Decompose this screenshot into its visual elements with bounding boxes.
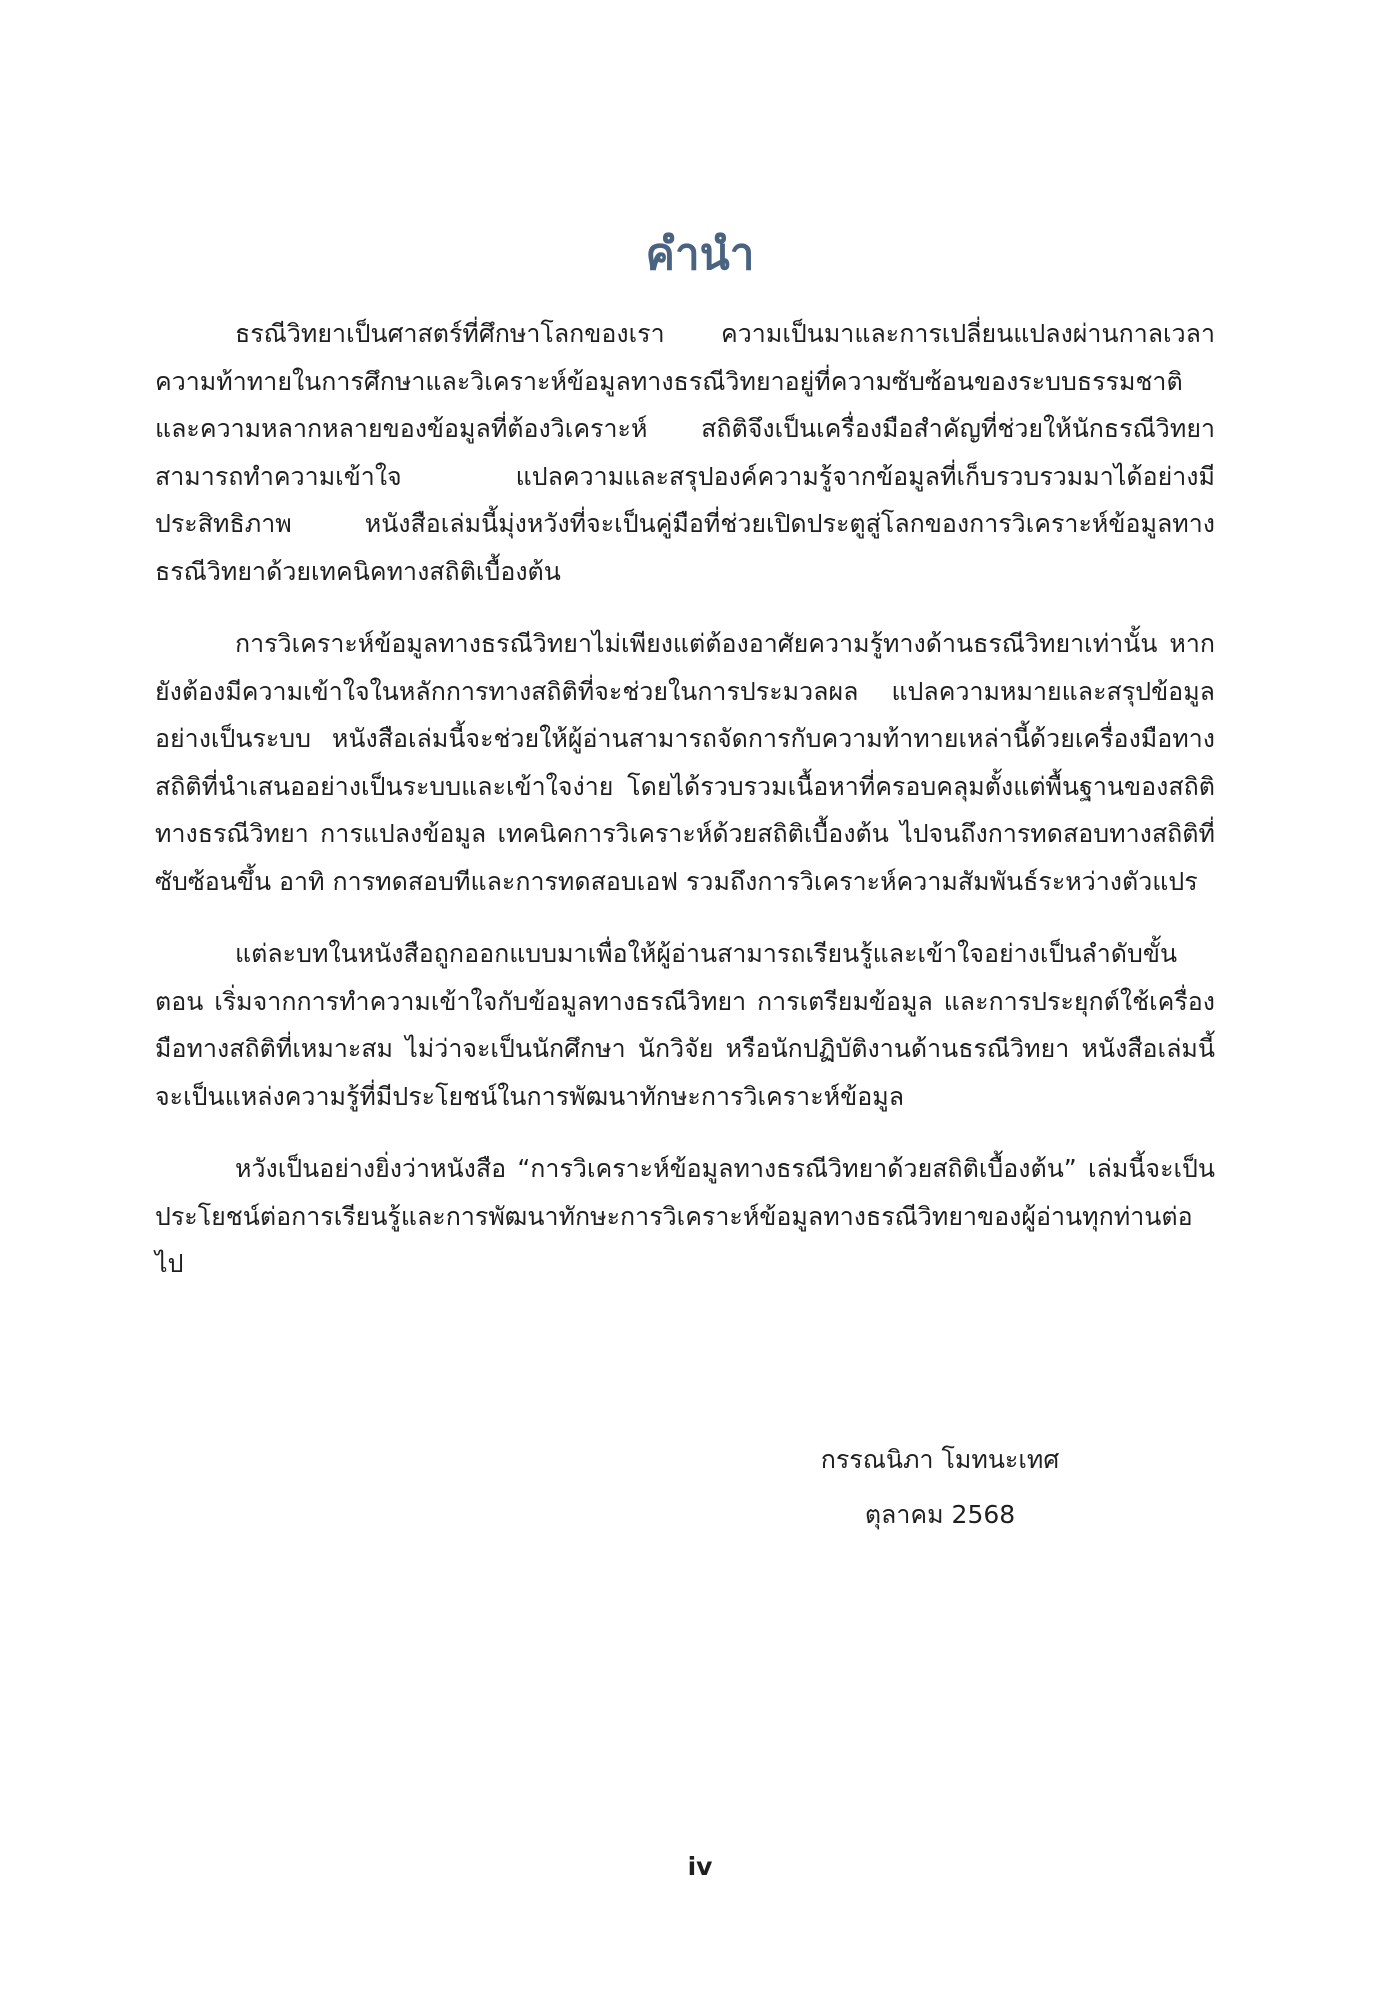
paragraph-1: ธรณีวิทยาเป็นศาสตร์ที่ศึกษาโลกของเรา ความเป็นมาและการเปลี่ยนแปลงผ่านกาลเวลา ความท้าทายในการศึกษาและวิเคราะห์ข้อมูลทางธรณีวิทยาอยู่ที่ความซับซ้อนของระบบธรรมชาติและความหลากหลายของข้อมูลที่ต้องวิเคราะห์ สถิติจึงเป็นเครื่องมือสำคัญที่ช่วยให้นักธรณีวิทยาสามารถทำความเข้าใจ แปลความและสรุปองค์ความรู้จากข้อมูลที่เก็บรวบรวมมาได้อย่างมีประสิทธิภาพ หนังสือเล่มนี้มุ่งหวังที่จะเป็นคู่มือที่ช่วยเปิดประตูสู่โลกของการวิเคราะห์ข้อมูลทางธรณีวิทยาด้วยเทคนิคทางสถิติเบื้องต้น	[155, 319, 1215, 586]
author-name: กรรณนิภา โมทนะเทศ	[820, 1445, 1060, 1474]
paragraph-2: การวิเคราะห์ข้อมูลทางธรณีวิทยาไม่เพียงแต่ต้องอาศัยความรู้ทางด้านธรณีวิทยาเท่านั้น หากยังต้องมีความเข้าใจในหลักการทางสถิติที่จะช่วยในการประมวลผล แปลความหมายและสรุปข้อมูลอย่างเป็นระบบ หนังสือเล่มนี้จะช่วยให้ผู้อ่านสามารถจัดการกับความท้าทายเหล่านี้ด้วยเครื่องมือทางสถิติที่นำเสนออย่างเป็นระบบและเข้าใจง่าย โดยได้รวบรวมเนื้อหาที่ครอบคลุมตั้งแต่พื้นฐานของสถิติทางธรณีวิทยา การแปลงข้อมูล เทคนิคการวิเคราะห์ด้วยสถิติเบื้องต้น ไปจนถึงการทดสอบทางสถิติที่ซับซ้อนขึ้น อาทิ การทดสอบทีและการทดสอบเอฟ รวมถึงการวิเคราะห์ความสัมพันธ์ระหว่างตัวแปร	[155, 629, 1215, 896]
signature-date: ตุลาคม 2568	[864, 1500, 1016, 1529]
page-number: iv	[687, 1852, 713, 1881]
page-title: คำนำ	[645, 229, 755, 281]
signature-block	[740, 1432, 1140, 1542]
preface-body	[155, 310, 1215, 1313]
paragraph-4: หวังเป็นอย่างยิ่งว่าหนังสือ “การวิเคราะห์ข้อมูลทางธรณีวิทยาด้วยสถิติเบื้องต้น” เล่มนี้จะเป็นประโยชน์ต่อการเรียนรู้และการพัฒนาทักษะการวิเคราะห์ข้อมูลทางธรณีวิทยาของผู้อ่านทุกท่านต่อไป	[155, 1154, 1215, 1278]
paragraph-3: แต่ละบทในหนังสือถูกออกแบบมาเพื่อให้ผู้อ่านสามารถเรียนรู้และเข้าใจอย่างเป็นลำดับขั้นตอน เริ่มจากการทำความเข้าใจกับข้อมูลทางธรณีวิทยา การเตรียมข้อมูล และการประยุกต์ใช้เครื่องมือทางสถิติที่เหมาะสม ไม่ว่าจะเป็นนักศึกษา นักวิจัย หรือนักปฏิบัติงานด้านธรณีวิทยา หนังสือเล่มนี้จะเป็นแหล่งความรู้ที่มีประโยชน์ในการพัฒนาทักษะการวิเคราะห์ข้อมูล	[155, 939, 1215, 1111]
